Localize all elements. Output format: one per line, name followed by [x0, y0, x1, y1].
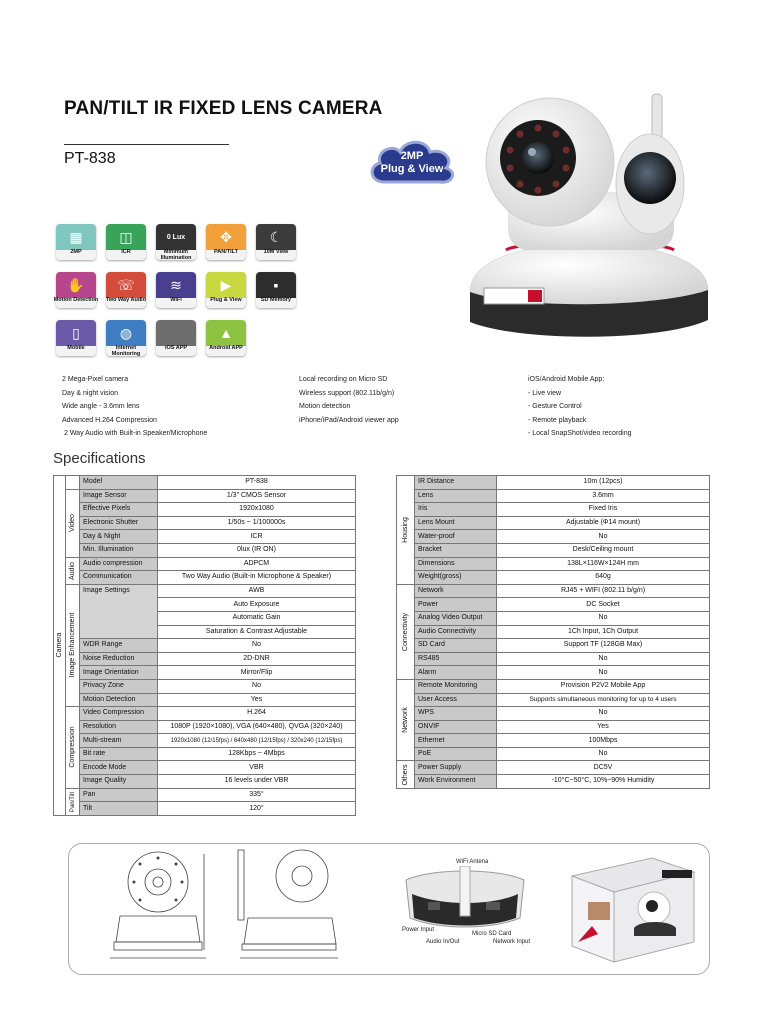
- retail-box-image: [562, 850, 700, 968]
- table-row: Audio Connectivity 1Ch Input, 1Ch Output: [397, 625, 710, 639]
- table-row: Tilt 120°: [54, 802, 356, 816]
- table-row: Connectivity Network RJ45 + WIFI (802.11 b/g/n): [397, 584, 710, 598]
- table-row: RS485 No: [397, 652, 710, 666]
- table-row: Others Power Supply DC5V: [397, 761, 710, 775]
- table-row: Analog Video Output No: [397, 611, 710, 625]
- callout-wifi-antenna: WiFi Antena: [456, 859, 489, 865]
- plug-and-view-icon: ▶ Plug & View: [206, 272, 246, 308]
- table-row: Water-proof No: [397, 530, 710, 544]
- table-row: Effective Pixels 1920x1080: [54, 503, 356, 517]
- icon-label: Two Way Audio: [105, 297, 147, 303]
- table-row: Multi-stream 1920x1080 (12/15fps) / 640x480 (12/15fps) / 320x240 (12/15fps): [54, 734, 356, 748]
- table-row: Communication Two Way Audio (Built-in Microphone & Speaker): [54, 571, 356, 585]
- front-dimension-drawing: [100, 846, 228, 968]
- 10m-view-icon: ☾ 10M View: [256, 224, 296, 260]
- badge-text: 2MP Plug & View: [380, 150, 444, 175]
- table-row: Pan/Tilt Pan 335°: [54, 788, 356, 802]
- table-row: Alarm No: [397, 666, 710, 680]
- callout-micro-sd: Micro SD Card: [472, 931, 512, 937]
- icon-label: Plug & View: [210, 297, 242, 303]
- table-row: Camera Model PT-838: [54, 476, 356, 490]
- table-row: SD Card Support TF (128GB Max): [397, 639, 710, 653]
- features-col-2: Local recording on Micro SD Wireless support (802.11b/g/n) Motion detection iPhone/iPad/Android viewer app: [299, 376, 399, 424]
- internet-monitoring-icon: ◍ Internet Monitoring: [106, 320, 146, 356]
- icon-label: WiFi: [170, 297, 182, 303]
- icon-label: Minimum Illumination: [160, 249, 192, 261]
- icr-icon: ◫ ICR: [106, 224, 146, 260]
- icon-label: Internet Monitoring: [111, 345, 141, 357]
- sd-memory-icon: ▪ SD Memory: [256, 272, 296, 308]
- table-row: Power DC Socket: [397, 598, 710, 612]
- icon-label: 10M View: [263, 249, 289, 255]
- table-row: ONVIF Yes: [397, 720, 710, 734]
- mobile-icon: ▯ Mobile: [56, 320, 96, 356]
- table-row: Encode Mode VBR: [54, 761, 356, 775]
- features-col-1: 2 Mega-Pixel camera Day & night vision Wide angle - 3.6mm lens Advanced H.264 Compression 2 Way Audio with Built-in Speaker/Microphone: [62, 376, 208, 437]
- ios-app-icon: [156, 320, 196, 356]
- two-way-audio-icon: ☏ Two Way Audio: [106, 272, 146, 308]
- icon-label: Mobile: [67, 345, 85, 351]
- table-row: Min. Illumination 0lux (IR ON): [54, 543, 356, 557]
- table-row: Noise Reduction 2D-DNR: [54, 652, 356, 666]
- wifi-icon: ≋ WiFi: [156, 272, 196, 308]
- table-row: Ethernet 100Mbps: [397, 734, 710, 748]
- spec-table-left: [53, 475, 356, 816]
- table-row: Housing IR Distance 10m (12pcs): [397, 476, 710, 490]
- title-divider: [64, 144, 229, 145]
- table-row: WPS No: [397, 707, 710, 721]
- icon-label: 2MP: [70, 249, 82, 255]
- table-row: Image Quality 16 levels under VBR: [54, 775, 356, 789]
- icon-label: SD Memory: [260, 297, 292, 303]
- table-row: Bit rate 128Kbps ~ 4Mbps: [54, 747, 356, 761]
- table-row: Video Image Sensor 1/3" CMOS Sensor: [54, 489, 356, 503]
- table-row: Dimensions 138L×116W×124H mm: [397, 557, 710, 571]
- callout-audio-inout: Audio In/Out: [426, 939, 460, 945]
- table-row: Privacy Zone No: [54, 679, 356, 693]
- icon-label: Motion Detection: [53, 297, 99, 303]
- side-dimension-drawing: [232, 846, 342, 968]
- android-app-icon: ▲ Android APP: [206, 320, 246, 356]
- table-row: Work Environment -10°C~50°C, 10%~90% Humidity: [397, 775, 710, 789]
- table-row: Auto Exposure: [54, 598, 356, 612]
- callout-network-input: Network Input: [493, 939, 531, 945]
- table-row: Resolution 1080P (1920×1080), VGA (640×480), QVGA (320×240): [54, 720, 356, 734]
- camera-product-image: [460, 92, 712, 342]
- table-row: Automatic Gain: [54, 611, 356, 625]
- icon-label: ICR: [121, 249, 131, 255]
- table-row: Image Orientation Mirror/Flip: [54, 666, 356, 680]
- min-illumination-icon: 0 Lux Minimum Illumination: [156, 224, 196, 260]
- table-row: Network Remote Monitoring Provision P2V2 Mobile App: [397, 679, 710, 693]
- model-number: PT-838: [64, 150, 116, 167]
- table-row: Audio Audio compression ADPCM: [54, 557, 356, 571]
- callout-power-input: Power Input: [402, 927, 435, 933]
- rear-view-image: [402, 866, 528, 936]
- motion-detection-icon: ✋ Motion Detection: [56, 272, 96, 308]
- spec-table-right: [396, 475, 710, 789]
- table-row: Day & Night ICR: [54, 530, 356, 544]
- page-title: PAN/TILT IR FIXED LENS CAMERA: [64, 98, 383, 119]
- icon-label: Android APP: [209, 345, 243, 351]
- table-row: Image Enhancement Image Settings AWB: [54, 584, 356, 598]
- table-row: Weight(gross) 640g: [397, 571, 710, 585]
- icon-label: iOS APP: [164, 345, 188, 351]
- icon-label: PAN/TILT: [214, 249, 238, 255]
- table-row: Compression Video Compression H.264: [54, 707, 356, 721]
- table-row: WDR Range No: [54, 639, 356, 653]
- table-row: User Access Supports simultaneous monitoring for up to 4 users: [397, 693, 710, 707]
- table-row: Electronic Shutter 1/50s ~ 1/100000s: [54, 516, 356, 530]
- features-col-3: iOS/Android Mobile App: - Live view - Gesture Control - Remote playback - Local SnapShot/video recording: [528, 376, 632, 437]
- table-row: Saturation & Contrast Adjustable: [54, 625, 356, 639]
- table-row: Lens 3.6mm: [397, 489, 710, 503]
- 2mp-icon: ▦ 2MP: [56, 224, 96, 260]
- specifications-heading: Specifications: [53, 450, 146, 467]
- table-row: Motion Detection Yes: [54, 693, 356, 707]
- table-row: Bracket Desk/Ceiling mount: [397, 543, 710, 557]
- pan-tilt-icon: ✥ PAN/TILT: [206, 224, 246, 260]
- table-row: Iris Fixed Iris: [397, 503, 710, 517]
- table-row: PoE No: [397, 747, 710, 761]
- table-row: Lens Mount Adjustable (Φ14 mount): [397, 516, 710, 530]
